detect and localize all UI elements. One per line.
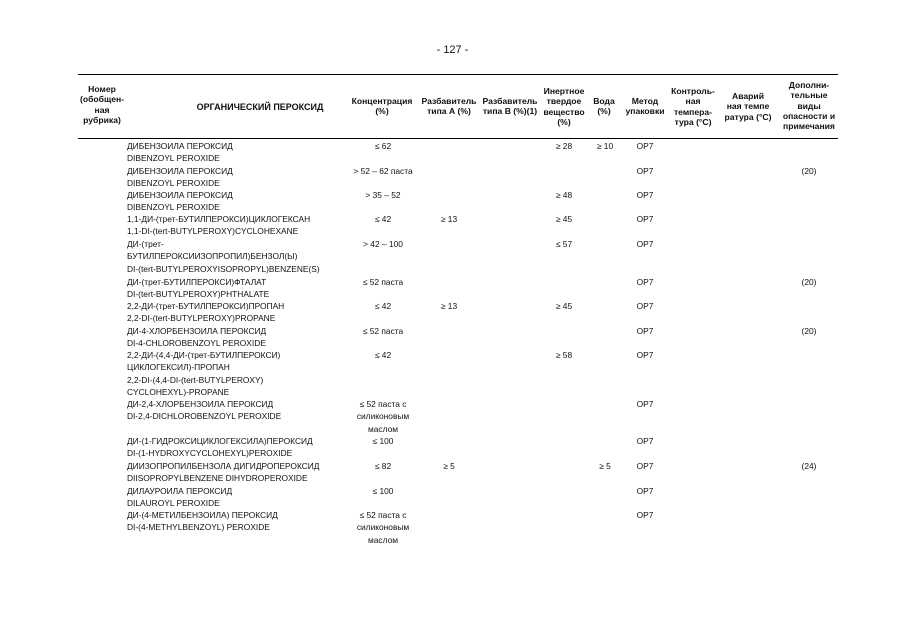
header-packing-method: Метод упаковки	[625, 96, 665, 117]
header-control-temperature: Контроль- ная темпера- тура (°C)	[671, 86, 715, 127]
peroxide-name: ДИБЕНЗОИЛА ПЕРОКСИД DIBENZOYL PEROXIDE	[127, 166, 233, 189]
packing-method-cell: OP7	[636, 239, 654, 249]
peroxide-name: ДИ-(трет-БУТИЛПЕРОКСИ)ФТАЛАТ DI-(tert-BUTYLPEROXY)PHTHALATE	[127, 277, 270, 300]
packing-method-cell: OP7	[636, 486, 654, 496]
concentration-cell: > 42 – 100	[363, 239, 403, 249]
remarks-cell: (20)	[801, 166, 817, 176]
peroxide-name: ДИ-4-ХЛОРБЕНЗОИЛА ПЕРОКСИД DI-4-CHLOROBENZOYL PEROXIDE	[127, 326, 267, 349]
packing-method-cell: OP7	[636, 350, 654, 360]
packing-method-cell: OP7	[636, 141, 654, 151]
inert-solid-cell: ≤ 57	[555, 239, 573, 249]
packing-method-cell: OP7	[636, 461, 654, 471]
peroxide-name: ДИБЕНЗОИЛА ПЕРОКСИД DIBENZOYL PEROXIDE	[127, 190, 233, 213]
header-number: Номер (обобщен- ная рубрика)	[79, 84, 125, 125]
packing-method-cell: OP7	[636, 301, 654, 311]
inert-solid-cell: ≥ 45	[555, 214, 573, 224]
peroxide-name: ДИЛАУРОИЛА ПЕРОКСИД DILAUROYL PEROXIDE	[127, 486, 233, 509]
peroxide-name: ДИ-(трет- БУТИЛПЕРОКСИИЗОПРОПИЛ)БЕНЗОЛ(Ы) DI-(tert-BUTYLPEROXYISOPROPYL)BENZENE(S)	[127, 239, 320, 274]
concentration-cell: ≤ 52 паста с силиконовым маслом	[356, 510, 410, 545]
concentration-cell: > 35 – 52	[365, 190, 401, 200]
inert-solid-cell: ≥ 58	[555, 350, 573, 360]
packing-method-cell: OP7	[636, 399, 654, 409]
header-diluent-a: Разбавитель типа А (%)	[421, 96, 477, 117]
concentration-cell: ≤ 52 паста	[362, 277, 404, 287]
packing-method-cell: OP7	[636, 436, 654, 446]
diluent-a-cell: ≥ 5	[443, 461, 455, 471]
packing-method-cell: OP7	[636, 190, 654, 200]
concentration-cell: ≤ 82	[374, 461, 392, 471]
concentration-cell: ≤ 62	[374, 141, 392, 151]
concentration-cell: ≤ 100	[372, 486, 394, 496]
peroxide-name: 1,1-ДИ-(трет-БУТИЛПЕРОКСИ)ЦИКЛОГЕКСАН 1,1-DI-(tert-BUTYLPEROXY)CYCLOHEXANE	[127, 214, 311, 237]
peroxide-name: 2,2-ДИ-(4,4-ДИ-(трет-БУТИЛПЕРОКСИ) ЦИКЛОГЕКСИЛ)-ПРОПАН 2,2-DI-(4,4-DI-(tert-BUTYLPEROXY) CYCLOHEXYL)-PROPANE	[127, 350, 281, 397]
water-cell: ≥ 10	[596, 141, 614, 151]
peroxide-name: ДИИЗОПРОПИЛБЕНЗОЛА ДИГИДРОПЕРОКСИД DIISOPROPYLBENZENE DIHYDROPEROXIDE	[127, 461, 320, 484]
inert-solid-cell: ≥ 28	[555, 141, 573, 151]
concentration-cell: ≤ 52 паста с силиконовым маслом	[356, 399, 410, 434]
packing-method-cell: OP7	[636, 214, 654, 224]
diluent-a-cell: ≥ 13	[440, 301, 458, 311]
peroxide-name: ДИ-(1-ГИДРОКСИЦИКЛОГЕКСИЛА)ПЕРОКСИД DI-(1-HYDROXYCYCLOHEXYL)PEROXIDE	[127, 436, 313, 459]
peroxide-name: 2,2-ДИ-(трет-БУТИЛПЕРОКСИ)ПРОПАН 2,2-DI-(tert-BUTYLPEROXY)PROPANE	[127, 301, 285, 324]
concentration-cell: ≤ 42	[374, 350, 392, 360]
header-diluent-b: Разбавитель типа В (%)(1)	[482, 96, 538, 117]
diluent-a-cell: ≥ 13	[440, 214, 458, 224]
packing-method-cell: OP7	[636, 510, 654, 520]
remarks-cell: (20)	[801, 326, 817, 336]
packing-method-cell: OP7	[636, 326, 654, 336]
remarks-cell: (24)	[801, 461, 817, 471]
page-number: - 127 -	[436, 44, 469, 56]
peroxide-name: ДИБЕНЗОИЛА ПЕРОКСИД DIBENZOYL PEROXIDE	[127, 141, 233, 164]
concentration-cell: ≤ 52 паста	[362, 326, 404, 336]
water-cell: ≥ 5	[599, 461, 611, 471]
header-emergency-temperature: Аварий ная темпе ратура (°C)	[724, 91, 772, 122]
concentration-cell: ≤ 42	[374, 301, 392, 311]
inert-solid-cell: ≥ 45	[555, 301, 573, 311]
concentration-cell: ≤ 100	[372, 436, 394, 446]
inert-solid-cell: ≥ 48	[555, 190, 573, 200]
concentration-cell: ≤ 42	[374, 214, 392, 224]
packing-method-cell: OP7	[636, 166, 654, 176]
header-concentration: Концентрация (%)	[351, 96, 413, 117]
header-remarks: Дополни- тельные виды опасности и примечания	[782, 80, 836, 132]
header-top-rule	[78, 74, 838, 75]
header-peroxide: ОРГАНИЧЕСКИЙ ПЕРОКСИД	[196, 102, 324, 112]
header-inert-solid: Инертное твердое вещество (%)	[543, 86, 585, 127]
peroxide-name: ДИ-(4-МЕТИЛБЕНЗОИЛА) ПЕРОКСИД DI-(4-METHYLBENZOYL) PEROXIDE	[127, 510, 278, 533]
peroxide-name: ДИ-2,4-ХЛОРБЕНЗОИЛА ПЕРОКСИД DI-2,4-DICHLOROBENZOYL PEROXIDE	[127, 399, 282, 422]
concentration-cell: > 52 – 62 паста	[353, 166, 413, 176]
header-water: Вода (%)	[593, 96, 615, 117]
packing-method-cell: OP7	[636, 277, 654, 287]
header-bottom-rule	[78, 138, 838, 139]
remarks-cell: (20)	[801, 277, 817, 287]
